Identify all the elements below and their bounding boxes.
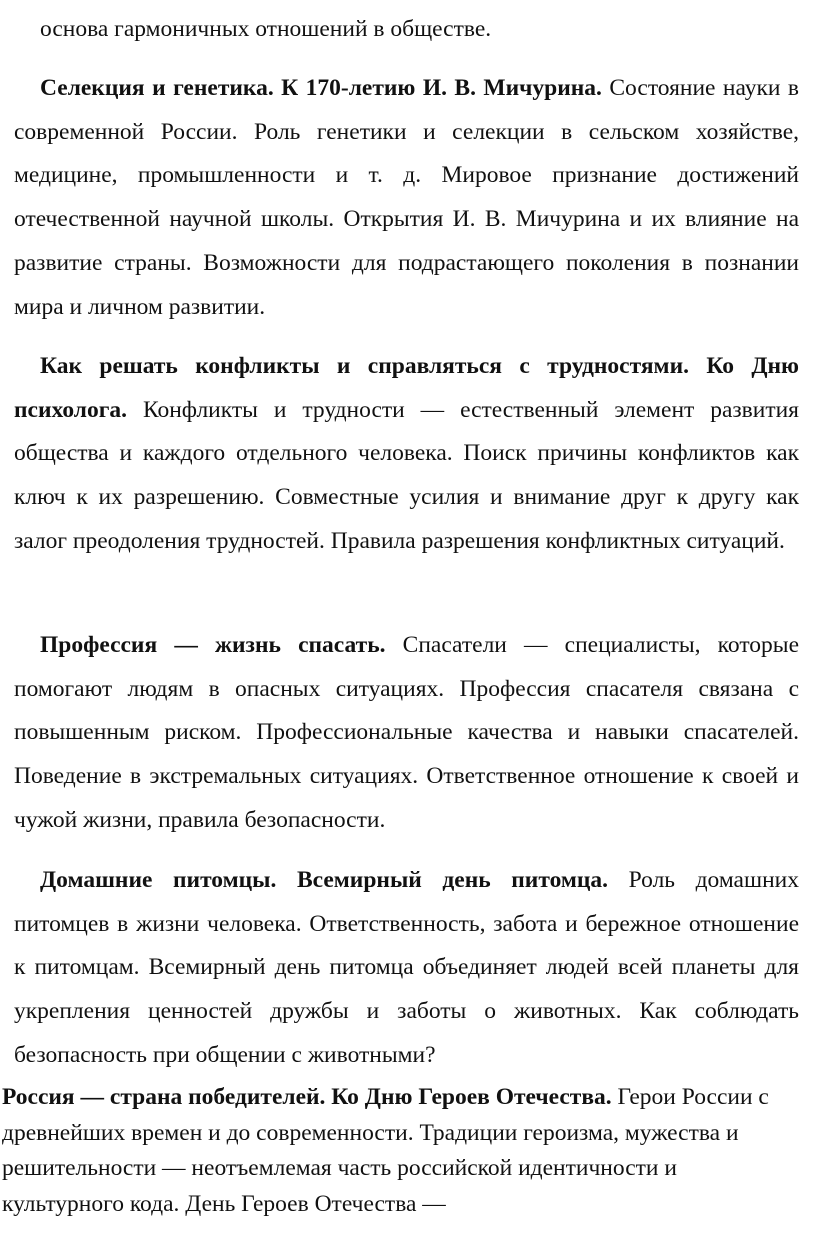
section-heroes [2, 1080, 794, 1222]
section-title: Селекция и генетика. К 170-летию И. В. Мичурина. [40, 75, 602, 101]
section-text: Состояние науки в современной России. Роль генетики и селекции в сельском хозяйстве, медицине, промышленности и т. д. Мировое признание достижений отечественной научной школы. Открытия И. В. Мичурина и их влияние на развитие страны. Возможности для подрастающего поколения в познании мира и личном развитии. [14, 75, 800, 320]
section-title: Как решать конфликты и справляться с трудностями. Ко Дню психолога. [14, 353, 799, 423]
section-text: Герои России с древнейших времен и до современности. Традиции героизма, мужества и решительности — неотъемлемая часть российской идентичности и культурного кода. День Героев Отечества — [2, 1084, 769, 1217]
section-text: Конфликты и трудности — естественный элемент развития общества и каждого отдельного человека. Поиск причины конфликтов как ключ к их разрешению. Совместные усилия и внимание друг к другу как залог преодоления трудностей. Правила разрешения конфликтных ситуаций. [14, 396, 799, 554]
section-title: Россия — страна победителей. Ко Дню Героев Отечества. [2, 1084, 612, 1110]
continuation-text: основа гармоничных отношений в обществе. [40, 16, 492, 42]
section-rescuers [14, 624, 799, 843]
section-pets [14, 859, 799, 1078]
section-text: Роль домашних питомцев в жизни человека. Ответственность, забота и бережное отношение к питомцам. Всемирный день питомца объединяет людей всей планеты для укрепления ценностей дружбы и заботы о животных. Как соблюдать безопасность при общении с животными? [14, 867, 799, 1068]
section-text: Спасатели — специалисты, которые помогают людям в опасных ситуациях. Профессия спасателя связана с повышенным риском. Профессиональные качества и навыки спасателей. Поведение в экстремальных ситуациях. Ответственное отношение к своей и чужой жизни, правила безопасности. [14, 632, 800, 833]
section-title: Домашние питомцы. Всемирный день питомца. [40, 867, 609, 893]
section-title: Профессия — жизнь спасать. [40, 632, 386, 658]
paragraph-continuation [40, 8, 800, 52]
section-selection-genetics [14, 67, 799, 329]
section-conflicts [14, 345, 799, 564]
